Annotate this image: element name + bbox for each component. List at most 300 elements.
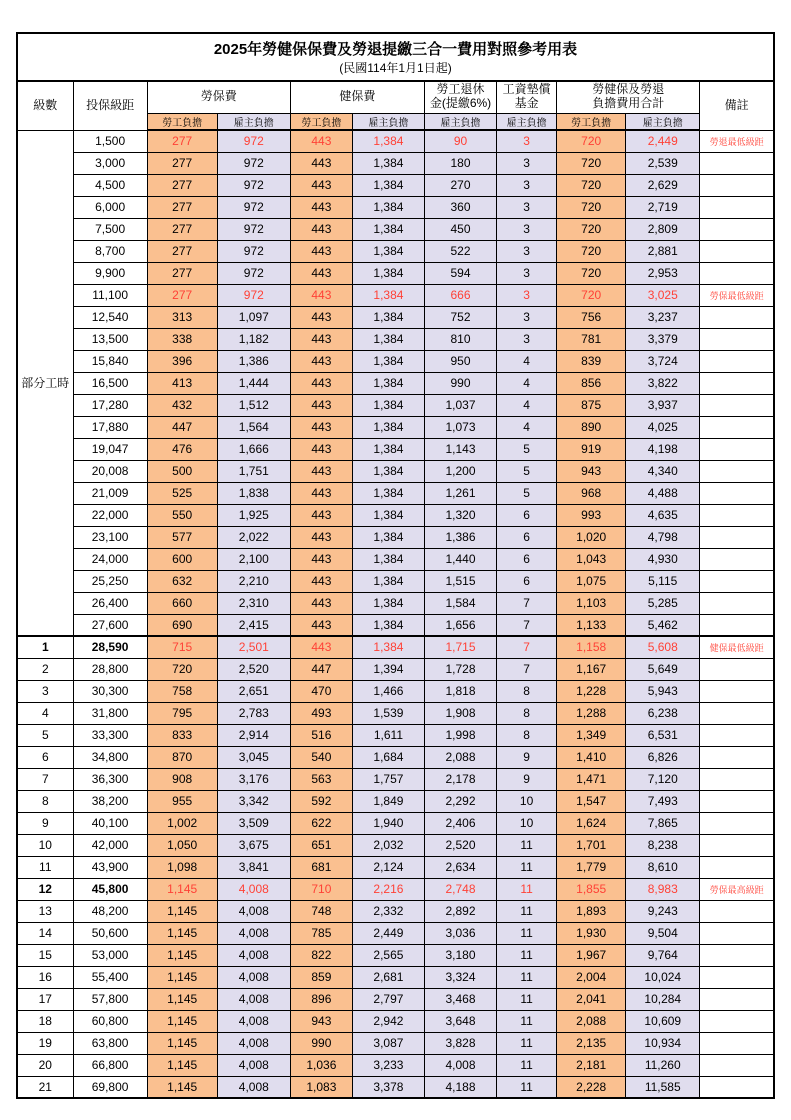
value-cell: 11	[497, 988, 557, 1010]
value-cell: 1,471	[557, 768, 626, 790]
value-cell: 896	[290, 988, 352, 1010]
remark-cell	[700, 900, 774, 922]
level-cell: 20	[17, 1054, 73, 1076]
bracket-cell: 16,500	[73, 372, 147, 394]
value-cell: 1,925	[217, 504, 290, 526]
table-row	[17, 548, 774, 570]
table-row	[17, 834, 774, 856]
remark-cell	[700, 1076, 774, 1098]
remark-cell	[700, 482, 774, 504]
value-cell: 990	[290, 1032, 352, 1054]
value-cell: 3,841	[217, 856, 290, 878]
value-cell: 3,724	[626, 350, 700, 372]
value-cell: 1,320	[424, 504, 496, 526]
bracket-cell: 38,200	[73, 790, 147, 812]
level-cell: 9	[17, 812, 73, 834]
bracket-cell: 4,500	[73, 174, 147, 196]
value-cell: 3,378	[352, 1076, 424, 1098]
value-cell: 11	[497, 1076, 557, 1098]
table-row	[17, 1076, 774, 1098]
value-cell: 2,681	[352, 966, 424, 988]
value-cell: 3,087	[352, 1032, 424, 1054]
value-cell: 1,145	[147, 1010, 217, 1032]
value-cell: 1,893	[557, 900, 626, 922]
bracket-cell: 15,840	[73, 350, 147, 372]
value-cell: 443	[290, 416, 352, 438]
value-cell: 710	[290, 878, 352, 900]
value-cell: 1,384	[352, 306, 424, 328]
col-header-level: 級數	[17, 81, 73, 130]
remark-cell	[700, 196, 774, 218]
value-cell: 795	[147, 702, 217, 724]
bracket-cell: 24,000	[73, 548, 147, 570]
value-cell: 3,468	[424, 988, 496, 1010]
value-cell: 2,783	[217, 702, 290, 724]
table-row	[17, 394, 774, 416]
value-cell: 1,384	[352, 196, 424, 218]
value-cell: 666	[424, 284, 496, 306]
remark-cell	[700, 328, 774, 350]
value-cell: 277	[147, 130, 217, 152]
value-cell: 1,073	[424, 416, 496, 438]
value-cell: 955	[147, 790, 217, 812]
value-cell: 1,838	[217, 482, 290, 504]
value-cell: 5,115	[626, 570, 700, 592]
level-cell: 15	[17, 944, 73, 966]
value-cell: 277	[147, 152, 217, 174]
remark-cell	[700, 702, 774, 724]
bracket-cell: 40,100	[73, 812, 147, 834]
value-cell: 1,751	[217, 460, 290, 482]
table-row	[17, 702, 774, 724]
remark-cell	[700, 218, 774, 240]
bracket-cell: 20,008	[73, 460, 147, 482]
value-cell: 781	[557, 328, 626, 350]
bracket-cell: 9,900	[73, 262, 147, 284]
value-cell: 550	[147, 504, 217, 526]
table-row	[17, 988, 774, 1010]
value-cell: 908	[147, 768, 217, 790]
value-cell: 10,609	[626, 1010, 700, 1032]
level-cell: 6	[17, 746, 73, 768]
col-header-wage-fund	[497, 81, 557, 113]
bracket-cell: 12,540	[73, 306, 147, 328]
level-cell: 17	[17, 988, 73, 1010]
table-row	[17, 130, 774, 152]
table-row	[17, 658, 774, 680]
value-cell: 1,584	[424, 592, 496, 614]
level-cell: 12	[17, 878, 73, 900]
value-cell: 810	[424, 328, 496, 350]
value-cell: 4,488	[626, 482, 700, 504]
value-cell: 720	[557, 152, 626, 174]
remark-cell	[700, 1032, 774, 1054]
remark-cell	[700, 1010, 774, 1032]
remark-cell	[700, 768, 774, 790]
value-cell: 493	[290, 702, 352, 724]
value-cell: 2,088	[557, 1010, 626, 1032]
value-cell: 919	[557, 438, 626, 460]
value-cell: 7,120	[626, 768, 700, 790]
value-cell: 1,200	[424, 460, 496, 482]
pension-label-line1: 勞工退休	[436, 82, 485, 97]
value-cell: 2,032	[352, 834, 424, 856]
table-row	[17, 570, 774, 592]
value-cell: 2,942	[352, 1010, 424, 1032]
value-cell: 3,324	[424, 966, 496, 988]
value-cell: 1,440	[424, 548, 496, 570]
table-row	[17, 526, 774, 548]
table-row	[17, 372, 774, 394]
value-cell: 3,233	[352, 1054, 424, 1076]
value-cell: 443	[290, 284, 352, 306]
value-cell: 11	[497, 878, 557, 900]
value-cell: 5,608	[626, 636, 700, 658]
value-cell: 1,288	[557, 702, 626, 724]
value-cell: 890	[557, 416, 626, 438]
bracket-cell: 53,000	[73, 944, 147, 966]
value-cell: 6	[497, 570, 557, 592]
subheader-health-employee: 勞工負擔	[290, 113, 352, 130]
remark-cell	[700, 416, 774, 438]
level-cell: 18	[17, 1010, 73, 1032]
value-cell: 180	[424, 152, 496, 174]
value-cell: 1,384	[352, 394, 424, 416]
remark-cell	[700, 306, 774, 328]
value-cell: 1,515	[424, 570, 496, 592]
value-cell: 715	[147, 636, 217, 658]
value-cell: 2,520	[424, 834, 496, 856]
value-cell: 6,826	[626, 746, 700, 768]
value-cell: 2,892	[424, 900, 496, 922]
remark-cell: 勞退最低級距	[700, 130, 774, 152]
bracket-cell: 48,200	[73, 900, 147, 922]
value-cell: 9	[497, 746, 557, 768]
bracket-cell: 69,800	[73, 1076, 147, 1098]
value-cell: 2,135	[557, 1032, 626, 1054]
value-cell: 1,133	[557, 614, 626, 636]
table-row	[17, 460, 774, 482]
value-cell: 2,210	[217, 570, 290, 592]
bracket-cell: 21,009	[73, 482, 147, 504]
value-cell: 1,684	[352, 746, 424, 768]
value-cell: 748	[290, 900, 352, 922]
value-cell: 785	[290, 922, 352, 944]
value-cell: 1,384	[352, 636, 424, 658]
value-cell: 3	[497, 130, 557, 152]
value-cell: 1,908	[424, 702, 496, 724]
value-cell: 2,449	[626, 130, 700, 152]
value-cell: 972	[217, 240, 290, 262]
value-cell: 9,243	[626, 900, 700, 922]
value-cell: 1,656	[424, 614, 496, 636]
value-cell: 443	[290, 350, 352, 372]
value-cell: 1,002	[147, 812, 217, 834]
bracket-cell: 42,000	[73, 834, 147, 856]
value-cell: 1,182	[217, 328, 290, 350]
value-cell: 270	[424, 174, 496, 196]
wage-fund-label-line1: 工資墊償	[502, 82, 551, 97]
value-cell: 4	[497, 372, 557, 394]
value-cell: 990	[424, 372, 496, 394]
bracket-cell: 28,590	[73, 636, 147, 658]
value-cell: 1,384	[352, 482, 424, 504]
value-cell: 1,728	[424, 658, 496, 680]
remark-cell	[700, 746, 774, 768]
value-cell: 5,943	[626, 680, 700, 702]
value-cell: 756	[557, 306, 626, 328]
remark-cell	[700, 724, 774, 746]
value-cell: 972	[217, 152, 290, 174]
value-cell: 2,651	[217, 680, 290, 702]
value-cell: 1,145	[147, 944, 217, 966]
value-cell: 856	[557, 372, 626, 394]
value-cell: 3	[497, 218, 557, 240]
table-row	[17, 152, 774, 174]
value-cell: 443	[290, 636, 352, 658]
remark-cell	[700, 790, 774, 812]
bracket-cell: 7,500	[73, 218, 147, 240]
bracket-cell: 28,800	[73, 658, 147, 680]
value-cell: 720	[557, 174, 626, 196]
value-cell: 1,386	[424, 526, 496, 548]
value-cell: 1,547	[557, 790, 626, 812]
value-cell: 833	[147, 724, 217, 746]
value-cell: 4,025	[626, 416, 700, 438]
value-cell: 450	[424, 218, 496, 240]
value-cell: 943	[290, 1010, 352, 1032]
level-cell: 8	[17, 790, 73, 812]
table-row	[17, 636, 774, 658]
value-cell: 3	[497, 152, 557, 174]
value-cell: 313	[147, 306, 217, 328]
value-cell: 540	[290, 746, 352, 768]
value-cell: 10,284	[626, 988, 700, 1010]
value-cell: 2,797	[352, 988, 424, 1010]
value-cell: 7	[497, 614, 557, 636]
bracket-cell: 11,100	[73, 284, 147, 306]
table-row	[17, 614, 774, 636]
value-cell: 943	[557, 460, 626, 482]
value-cell: 3,937	[626, 394, 700, 416]
value-cell: 681	[290, 856, 352, 878]
value-cell: 1,611	[352, 724, 424, 746]
level-cell: 16	[17, 966, 73, 988]
value-cell: 443	[290, 328, 352, 350]
value-cell: 1,384	[352, 262, 424, 284]
value-cell: 6,238	[626, 702, 700, 724]
value-cell: 443	[290, 460, 352, 482]
remark-cell	[700, 1054, 774, 1076]
table-row	[17, 482, 774, 504]
bracket-cell: 57,800	[73, 988, 147, 1010]
value-cell: 3,045	[217, 746, 290, 768]
subheader-wage-fund-employer: 雇主負擔	[497, 113, 557, 130]
table-row	[17, 416, 774, 438]
value-cell: 1,075	[557, 570, 626, 592]
value-cell: 396	[147, 350, 217, 372]
value-cell: 1,539	[352, 702, 424, 724]
value-cell: 993	[557, 504, 626, 526]
bracket-cell: 55,400	[73, 966, 147, 988]
table-row	[17, 504, 774, 526]
table-row	[17, 240, 774, 262]
value-cell: 2,520	[217, 658, 290, 680]
bracket-cell: 63,800	[73, 1032, 147, 1054]
value-cell: 522	[424, 240, 496, 262]
value-cell: 600	[147, 548, 217, 570]
value-cell: 720	[557, 284, 626, 306]
bracket-cell: 33,300	[73, 724, 147, 746]
value-cell: 10	[497, 812, 557, 834]
value-cell: 2,216	[352, 878, 424, 900]
value-cell: 1,043	[557, 548, 626, 570]
bracket-cell: 27,600	[73, 614, 147, 636]
pension-label-line2: 金(提繳6%)	[429, 96, 492, 111]
value-cell: 1,384	[352, 284, 424, 306]
value-cell: 1,384	[352, 218, 424, 240]
value-cell: 525	[147, 482, 217, 504]
bracket-cell: 19,047	[73, 438, 147, 460]
remark-cell	[700, 460, 774, 482]
value-cell: 443	[290, 614, 352, 636]
table-row	[17, 922, 774, 944]
value-cell: 470	[290, 680, 352, 702]
value-cell: 11	[497, 922, 557, 944]
col-header-pension	[424, 81, 496, 113]
level-cell: 7	[17, 768, 73, 790]
value-cell: 1,349	[557, 724, 626, 746]
value-cell: 443	[290, 174, 352, 196]
value-cell: 443	[290, 526, 352, 548]
remark-cell	[700, 834, 774, 856]
value-cell: 443	[290, 130, 352, 152]
value-cell: 8	[497, 702, 557, 724]
value-cell: 1,143	[424, 438, 496, 460]
value-cell: 1,715	[424, 636, 496, 658]
value-cell: 500	[147, 460, 217, 482]
bracket-cell: 31,800	[73, 702, 147, 724]
table-row	[17, 856, 774, 878]
value-cell: 577	[147, 526, 217, 548]
value-cell: 443	[290, 570, 352, 592]
value-cell: 1,384	[352, 350, 424, 372]
value-cell: 4,340	[626, 460, 700, 482]
value-cell: 720	[557, 130, 626, 152]
value-cell: 4	[497, 350, 557, 372]
level-cell: 3	[17, 680, 73, 702]
value-cell: 839	[557, 350, 626, 372]
value-cell: 1,228	[557, 680, 626, 702]
value-cell: 11	[497, 900, 557, 922]
value-cell: 2,004	[557, 966, 626, 988]
value-cell: 2,565	[352, 944, 424, 966]
value-cell: 443	[290, 504, 352, 526]
value-cell: 1,145	[147, 900, 217, 922]
table-row	[17, 174, 774, 196]
value-cell: 1,384	[352, 570, 424, 592]
value-cell: 2,406	[424, 812, 496, 834]
value-cell: 11	[497, 1032, 557, 1054]
subheader-total-employee: 勞工負擔	[557, 113, 626, 130]
remark-cell	[700, 394, 774, 416]
value-cell: 660	[147, 592, 217, 614]
value-cell: 443	[290, 262, 352, 284]
remark-cell	[700, 592, 774, 614]
value-cell: 360	[424, 196, 496, 218]
bracket-cell: 13,500	[73, 328, 147, 350]
value-cell: 7	[497, 592, 557, 614]
value-cell: 3,342	[217, 790, 290, 812]
table-row	[17, 966, 774, 988]
value-cell: 972	[217, 218, 290, 240]
value-cell: 7	[497, 636, 557, 658]
value-cell: 4,008	[217, 966, 290, 988]
table-row	[17, 790, 774, 812]
value-cell: 6	[497, 504, 557, 526]
remark-cell	[700, 680, 774, 702]
value-cell: 875	[557, 394, 626, 416]
value-cell: 690	[147, 614, 217, 636]
table-row	[17, 196, 774, 218]
value-cell: 11	[497, 1054, 557, 1076]
remark-cell	[700, 548, 774, 570]
value-cell: 3,822	[626, 372, 700, 394]
table-row	[17, 900, 774, 922]
value-cell: 9,764	[626, 944, 700, 966]
value-cell: 3,828	[424, 1032, 496, 1054]
value-cell: 1,930	[557, 922, 626, 944]
value-cell: 972	[217, 284, 290, 306]
wage-fund-label-line2: 基金	[514, 96, 539, 111]
value-cell: 632	[147, 570, 217, 592]
value-cell: 822	[290, 944, 352, 966]
level-cell: 5	[17, 724, 73, 746]
table-row	[17, 1054, 774, 1076]
value-cell: 2,178	[424, 768, 496, 790]
value-cell: 1,384	[352, 240, 424, 262]
value-cell: 5	[497, 438, 557, 460]
value-cell: 2,022	[217, 526, 290, 548]
value-cell: 1,037	[424, 394, 496, 416]
value-cell: 1,384	[352, 614, 424, 636]
table-row	[17, 350, 774, 372]
title-row	[17, 33, 774, 81]
value-cell: 3,237	[626, 306, 700, 328]
value-cell: 4,008	[217, 944, 290, 966]
value-cell: 1,967	[557, 944, 626, 966]
remark-cell	[700, 350, 774, 372]
remark-cell	[700, 988, 774, 1010]
table-row	[17, 284, 774, 306]
value-cell: 476	[147, 438, 217, 460]
value-cell: 2,041	[557, 988, 626, 1010]
value-cell: 11	[497, 834, 557, 856]
value-cell: 2,228	[557, 1076, 626, 1098]
value-cell: 4	[497, 416, 557, 438]
bracket-cell: 36,300	[73, 768, 147, 790]
value-cell: 432	[147, 394, 217, 416]
value-cell: 4,008	[424, 1054, 496, 1076]
value-cell: 2,809	[626, 218, 700, 240]
value-cell: 1,701	[557, 834, 626, 856]
remark-cell	[700, 944, 774, 966]
value-cell: 4,008	[217, 922, 290, 944]
bracket-cell: 25,250	[73, 570, 147, 592]
value-cell: 1,410	[557, 746, 626, 768]
value-cell: 1,384	[352, 372, 424, 394]
value-cell: 1,779	[557, 856, 626, 878]
